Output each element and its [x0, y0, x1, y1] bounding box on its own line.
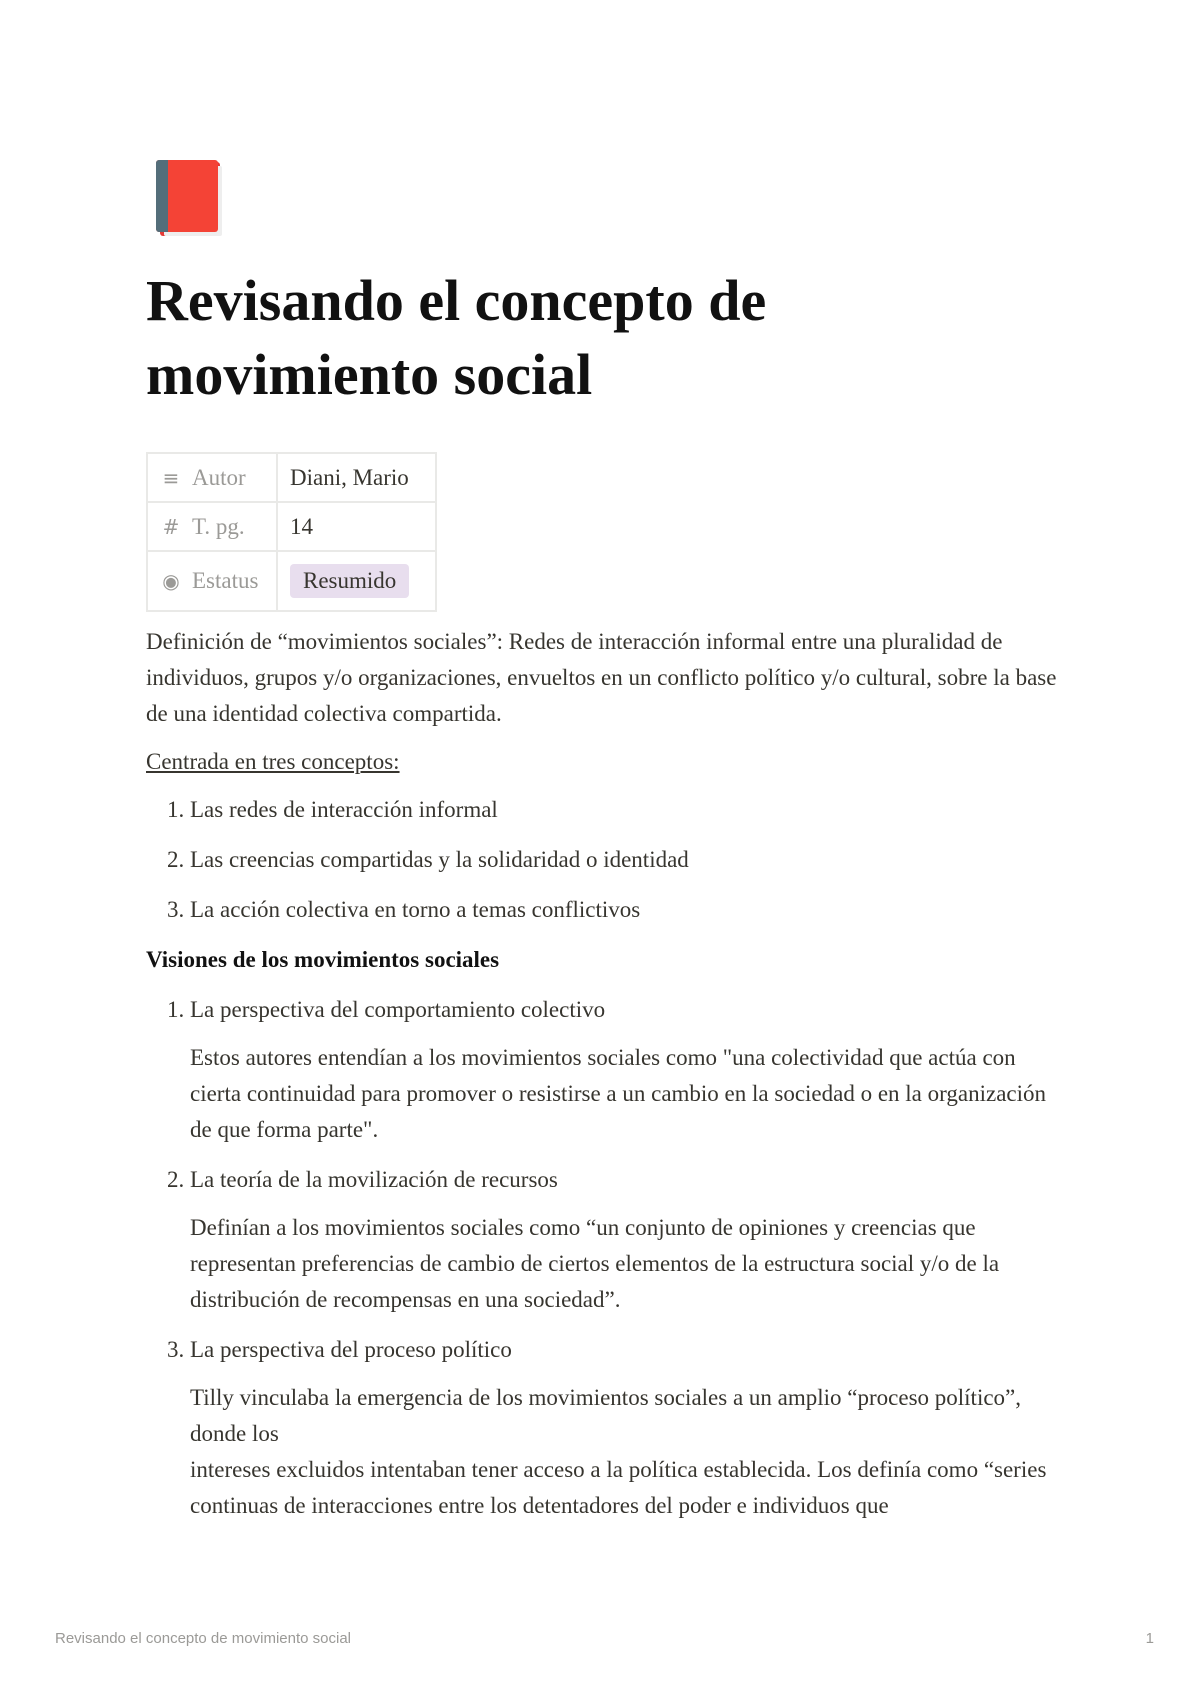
footer-page-number: 1 [1145, 1630, 1154, 1647]
footer-title: Revisando el concepto de movimiento social [55, 1630, 351, 1647]
list-item: 2. Las creencias compartidas y la solidaridad o identidad [190, 842, 1066, 878]
status-select-icon: ◉ [162, 569, 180, 593]
page-title: Revisando el concepto de movimiento social [146, 268, 767, 407]
property-row-autor[interactable] [147, 453, 436, 502]
concepts-list [146, 792, 1066, 928]
vision-title: La teoría de la movilización de recursos [190, 1167, 558, 1192]
definition-paragraph: Definición de “movimientos sociales”: Redes de interacción informal entre una pluralidad de individuos, grupos y/o organizaciones, envueltos en un conflicto político y/o cultural, sobre la base de una identidad colectiva compartida. [146, 629, 1057, 726]
list-item [190, 992, 1066, 1148]
vision-text-line2: intereses excluidos intentaban tener acceso a la política establecida. Los definía como “series continuas de interacciones entre los detentadores del poder e individuos que [190, 1457, 1047, 1518]
list-item: 1. Las redes de interacción informal [190, 792, 1066, 828]
vision-text: Estos autores entendían a los movimientos sociales como "una colectividad que actúa con cierta continuidad para promover o resistirse a un cambio en la sociedad o en la organización de que forma parte". [190, 1045, 1046, 1142]
vision-text: Definían a los movimientos sociales como “un conjunto de opiniones y creencias que representan preferencias de cambio de ciertos elementos de la estructura social y/o de la distribución de recompensas en una sociedad”. [190, 1215, 1000, 1312]
visions-heading: Visiones de los movimientos sociales [146, 947, 500, 972]
vision-text-line1: Tilly vinculaba la emergencia de los movimientos sociales a un amplio “proceso político”, donde los [190, 1385, 1021, 1446]
list-item [190, 1162, 1066, 1318]
property-row-status[interactable] [147, 551, 436, 611]
page-content [146, 160, 1066, 1538]
property-value-pages[interactable]: 14 [277, 502, 436, 551]
status-badge[interactable]: Resumido [290, 564, 409, 598]
vision-title: La perspectiva del proceso político [190, 1337, 512, 1362]
list-item [190, 1332, 1066, 1524]
vision-title: La perspectiva del comportamiento colectivo [190, 997, 606, 1022]
property-value-autor[interactable]: Diani, Mario [277, 453, 436, 502]
text-lines-icon: ≡ [162, 465, 180, 490]
property-name: Autor [192, 464, 246, 490]
property-name: Estatus [192, 568, 259, 593]
list-item: 3. La acción colectiva en torno a temas conflictivos [190, 892, 1066, 928]
property-name: T. pg. [192, 513, 245, 539]
concepts-heading: Centrada en tres conceptos: [146, 749, 400, 774]
properties-table [146, 452, 437, 612]
property-row-pages[interactable] [147, 502, 436, 551]
hash-icon: # [162, 514, 180, 539]
red-book-icon [156, 160, 224, 238]
visions-list [146, 992, 1066, 1524]
